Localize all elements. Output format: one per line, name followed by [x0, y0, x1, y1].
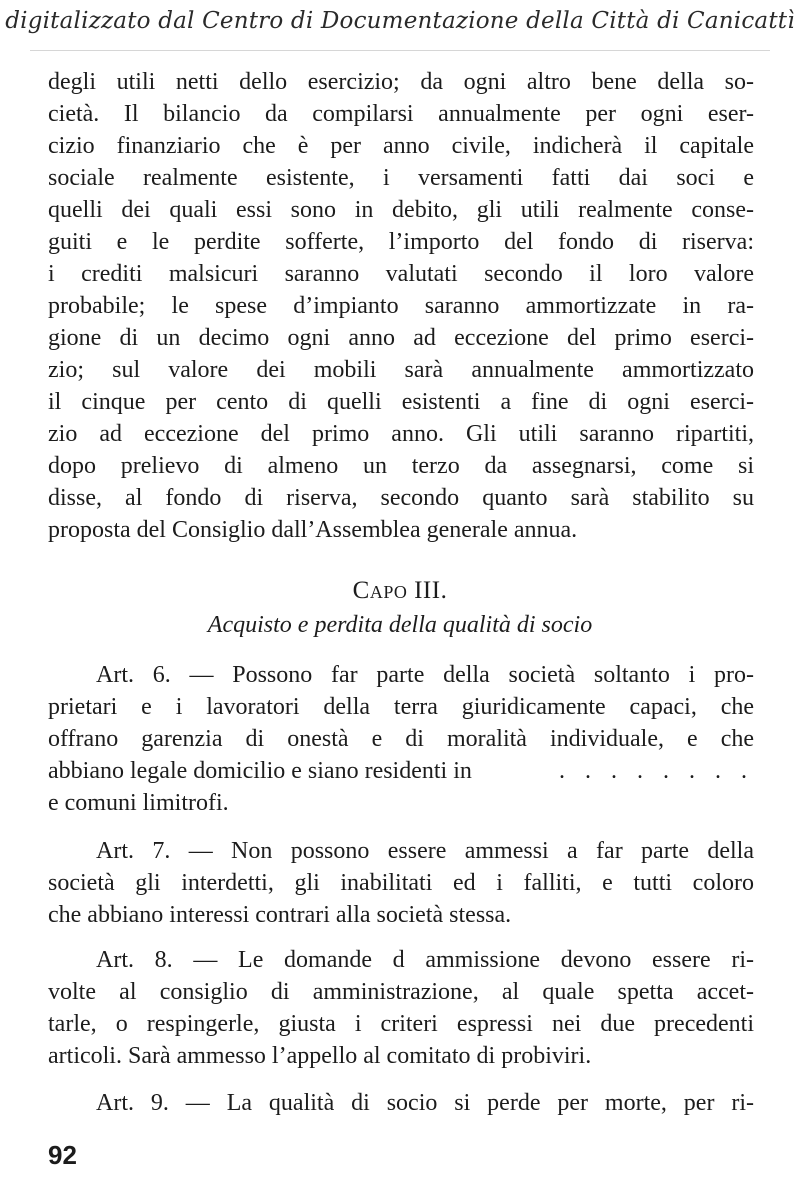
- text-line: quelli dei quali essi sono in debito, gli utili realmente conse-: [48, 197, 754, 223]
- text-line: gione di un decimo ogni anno ad eccezione del primo eserci-: [48, 325, 754, 351]
- text-line: tarle, o respingerle, giusta i criteri espressi nei due precedenti: [48, 1011, 754, 1037]
- page-number: 92: [48, 1140, 77, 1170]
- text-line: volte al consiglio di amministrazione, al quale spetta accet-: [48, 979, 754, 1005]
- text-line: il cinque per cento di quelli esistenti a fine di ogni eserci-: [48, 389, 754, 415]
- article-9: [48, 1087, 754, 1119]
- text-line: zio ad eccezione del primo anno. Gli utili saranno ripartiti,: [48, 421, 754, 447]
- text-line-content: abbiano legale domicilio e siano residenti in: [48, 758, 472, 784]
- text-line: degli utili netti dello esercizio; da ogni altro bene della so-: [48, 69, 754, 95]
- article-6: [48, 659, 754, 819]
- paragraph-bilancio: [48, 66, 754, 546]
- text-line: probabile; le spese d’impianto saranno ammortizzate in ra-: [48, 293, 754, 319]
- text-line: i crediti malsicuri saranno valutati secondo il loro valore: [48, 261, 754, 287]
- text-line: cietà. Il bilancio da compilarsi annualmente per ogni eser-: [48, 101, 754, 127]
- text-line: guiti e le perdite sofferte, l’importo del fondo di riserva:: [48, 229, 754, 255]
- article-7: [48, 835, 754, 931]
- text-line: che abbiano interessi contrari alla società stessa.: [48, 902, 512, 928]
- text-line: Art. 9. — La qualità di socio si perde per morte, per ri-: [96, 1090, 754, 1116]
- dot-leader: . . . . . . . .: [559, 758, 754, 784]
- text-line: sociale realmente esistente, i versamenti fatti dai soci e: [48, 165, 754, 191]
- article-8: [48, 944, 754, 1072]
- text-line: proposta del Consiglio dall’Assemblea generale annua.: [48, 517, 578, 543]
- text-line: dopo prelievo di almeno un terzo da assegnarsi, come si: [48, 453, 754, 479]
- text-line: disse, al fondo di riserva, secondo quanto sarà stabilito su: [48, 485, 754, 511]
- chapter-subtitle: Acquisto e perdita della qualità di socio: [207, 612, 593, 638]
- text-line: cizio finanziario che è per anno civile, indicherà il capitale: [48, 133, 754, 159]
- text-line: zio; sul valore dei mobili sarà annualmente ammortizzato: [48, 357, 754, 383]
- text-line: Art. 6. — Possono far parte della società soltanto i pro-: [96, 662, 754, 688]
- text-line: società gli interdetti, gli inabilitati ed i falliti, e tutti coloro: [48, 870, 754, 896]
- header-divider: [30, 50, 770, 51]
- digitization-watermark: digitalizzato dal Centro di Documentazione della Città di Canicattì: [5, 8, 795, 34]
- chapter-heading: Capo III.: [352, 577, 448, 604]
- text-line: [48, 755, 754, 787]
- text-line: e comuni limitrofi.: [48, 790, 229, 816]
- text-line: prietari e i lavoratori della terra giuridicamente capaci, che: [48, 694, 754, 720]
- text-line: Art. 8. — Le domande d ammissione devono essere ri-: [96, 947, 754, 973]
- text-line: Art. 7. — Non possono essere ammessi a far parte della: [96, 838, 754, 864]
- text-line: offrano garenzia di onestà e di moralità individuale, e che: [48, 726, 754, 752]
- text-line: articoli. Sarà ammesso l’appello al comitato di probiviri.: [48, 1043, 592, 1069]
